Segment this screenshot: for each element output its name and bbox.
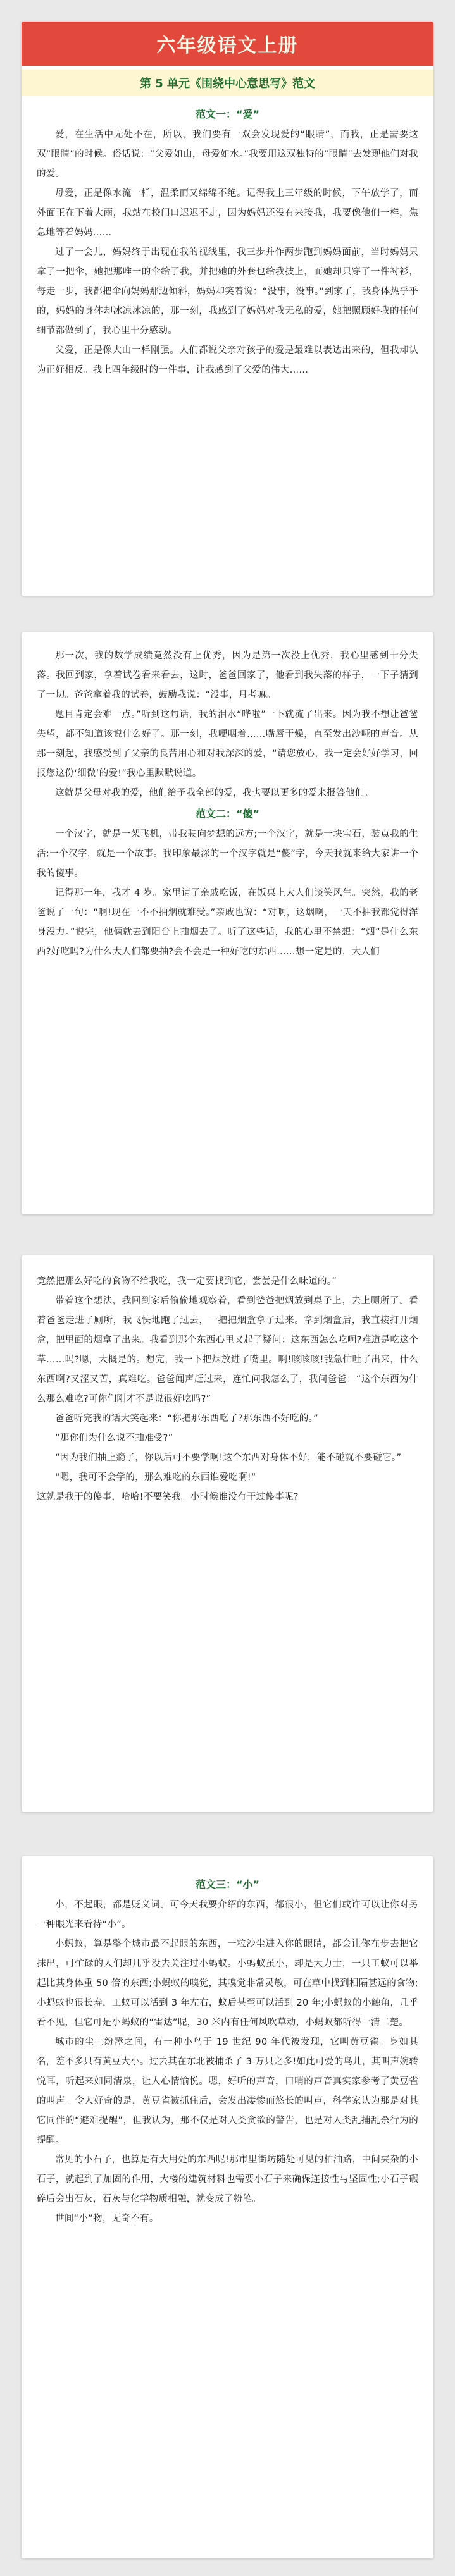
paragraph: “因为我们抽上瘾了，你以后可不要学啊!这个东西对身体不好，能不碰就不要碰它。” [55,1453,402,1463]
paragraph: 竟然把那么好吃的食物不给我吃，我一定要找到它，尝尝是什么味道的。” [37,1276,337,1286]
document-card-1 [22,22,433,596]
paragraph: 带着这个想法，我回到家后偷偷地观察着，看到爸爸把烟放到桌子上，去上厕所了。看着爸爸走进了厕所，我飞快地跑了过去，一把把烟盒拿了过来。拿到烟盒后，我直接打开烟盒，把里面的烟拿了出来。我看到那个东西心里又起了疑问：这东西怎么吃啊?难道是吃这个草……吗?嗯，大概是的。想完，我一下把烟放进了嘴里。啊!咳咳咳!我急忙吐了出来，什么东西啊?又涩又苦，真难吃。爸爸闻声赶过来，连忙问我怎么了，我问爸爸：“这个东西为什么那么难吃?可你们刚才不是说很好吃吗?” [37,1296,418,1404]
paragraph: 小，不起眼，都是贬义词。可今天我要介绍的东西，都很小，但它们或许可以让你对另一种眼光来看待“小”。 [37,1900,418,1930]
paragraph: 城市的尘土纷嚣之间，有一种小鸟于 19 世纪 90 年代被发现，它叫黄豆雀。身如其名，差不多只有黄豆大小。过去其在东北被捕杀了 3 万只之多!如此可爱的鸟儿，其叫声婉转悦耳，听起来如同清泉，让人心情愉悦。嗯，好听的声音，口哨的声音真实家参考了黄豆雀的叫声。令人好奇的是，黄豆雀被抓住后，会发出凄惨而悠长的叫声，科学家认为那是对其它同伴的“避难提醒”，但我认为，那不仅是对人类贪欲的警告，也是对人类乱捕乱杀行为的提醒。 [37,2037,418,2145]
paragraph: 小蚂蚁，算是整个城市最不起眼的东西，一粒沙尘进入你的眼睛，都会让你在步去把它抹出，可忙碌的人们却几乎没去关注过小蚂蚁。小蚂蚁虽小，却是大力士，一只工蚁可以举起比其身体重 50 倍的东西;小蚂蚁的嗅觉，其嗅觉非常灵敏，可在草中找到相隔甚远的食物;小蚂蚁也很长寿，工蚁可以活到 3 年左右，蚁后甚至可以活到 20 年;小蚂蚁的小触角，几乎看不见，但它可是小蚂蚁的“雷达”呢，30 米内有任何风吹草动，小蚂蚁都听得一清二楚。 [37,1939,418,2028]
section-heading: 范文二：“傻” [195,808,260,820]
paragraph: 爱，在生活中无处不在，所以，我们要有一双会发现爱的“眼睛”，而我，正是需要这双“眼睛”的时候。俗话说：“父爱如山，母爱如水。”我要用这双独特的“眼睛”去发现他们对我的爱。 [37,130,418,179]
paragraph: 世间“小”物，无奇不有。 [55,2214,159,2224]
section-heading: 范文三：“小” [195,1878,260,1890]
paragraph: 常见的小石子，也算是有大用处的东西呢!那市里街坊随处可见的柏油路，中间夹杂的小石子，就起到了加固的作用，大楼的建筑材料也需要小石子来确保连接性与坚固性;小石子碾碎后会出石灰，石灰与化学物质相融，就变成了粉笔。 [37,2155,418,2204]
paragraph: 爸爸听完我的话大笑起来：“你把那东西吃了?那东西不好吃的。” [55,1414,318,1424]
card-4-body [37,1874,418,2558]
paragraph: 题目肯定会难一点。”听到这句话，我的泪水“哗啦”一下就流了出来。因为我不想让爸爸失望，都不知道该说什么好了。那一刻，我哽咽着……嘴唇干燥，直至发出沙哑的声音。从那一刻起，我感受到了父亲的良苦用心和对我深深的爱，“请您放心，我一定会好好学习，回报您这份‘细微’的爱!”我心里默默说道。 [37,710,418,779]
paragraph: 这就是父母对我的爱，他们给予我全部的爱，我也要以更多的爱来报答他们。 [55,788,374,798]
paragraph: 母爱，正是像水流一样，温柔而又绵绵不绝。记得我上三年级的时候，下午放学了，而外面正在下着大雨，我站在校门口迟迟不走，因为妈妈还没有来接我，我要像他们一样，焦急地等着妈妈…… [37,188,418,238]
paragraph: 一个汉字，就是一架飞机，带我驶向梦想的远方;一个汉字，就是一块宝石，装点我的生活;一个汉字，就是一个故事。我印象最深的一个汉字就是“傻”字，今天我就来给大家讲一个我的傻事。 [37,829,418,878]
paragraph: “那你们为什么说不抽难受?” [55,1433,173,1443]
card-2-body [37,646,418,1214]
paragraph: 那一次，我的数学成绩竟然没有上优秀，因为是第一次没上优秀，我心里感到十分失落。我回到家，拿着试卷看来看去，这时，爸爸回家了，他看到我失落的样子，一下子猜到了一切。爸爸拿着我的试卷，鼓励我说：“没事，月考嘛。 [37,651,418,700]
paragraph: 过了一会儿，妈妈终于出现在我的视线里，我三步并作两步跑到妈妈面前，当时妈妈只拿了一把伞，她把那唯一的伞给了我，并把她的外套也给我披上，而她却只穿了一件衬衫，每走一步，我都把伞向妈妈那边倾斜，妈妈却笑着说：“没事，没事。”到家了，我身体热乎乎的，妈妈的身体却冰凉冰凉的，那一刻，我感到了妈妈对我无私的爱，她把照顾好我的任何细节都做到了，我心里十分感动。 [37,247,418,336]
paragraph: 这就是我干的傻事，哈哈!不要笑我。小时候谁没有干过傻事呢? [37,1492,299,1502]
card-1-body [37,104,418,596]
card-3-body [37,1272,418,1812]
document-card-2 [22,632,433,1214]
paragraph: “嗯，我可不会学的，那么难吃的东西谁爱吃啊!” [55,1472,256,1482]
document-card-4 [22,1856,433,2558]
document-card-3 [22,1255,433,1812]
paragraph: 父爱，正是像大山一样刚强。人们都说父亲对孩子的爱是最难以表达出来的，但我却认为正好相反。我上四年级时的一件事，让我感到了父爱的伟大…… [37,345,418,375]
unit-title: 第 5 单元《围绕中心意思写》范文 [22,70,433,96]
page-title: 六年级语文上册 [22,22,433,66]
paragraph: 记得那一年，我才 4 岁。家里请了亲戚吃饭，在饭桌上大人们谈笑风生。突然，我的老爸说了一句：“啊!现在一不不抽烟就难受。”亲戚也说：“对啊，这烟啊，一天不抽我都觉得浑身没力。”说完，他俩就去到阳台上抽烟去了。听了这些话，我的心里不禁想：“烟”是什么东西?好吃吗?为什么大人们都要抽?会不会是一种好吃的东西……想一定是的，大人们 [37,888,418,957]
section-heading: 范文一：“爱” [195,108,260,120]
